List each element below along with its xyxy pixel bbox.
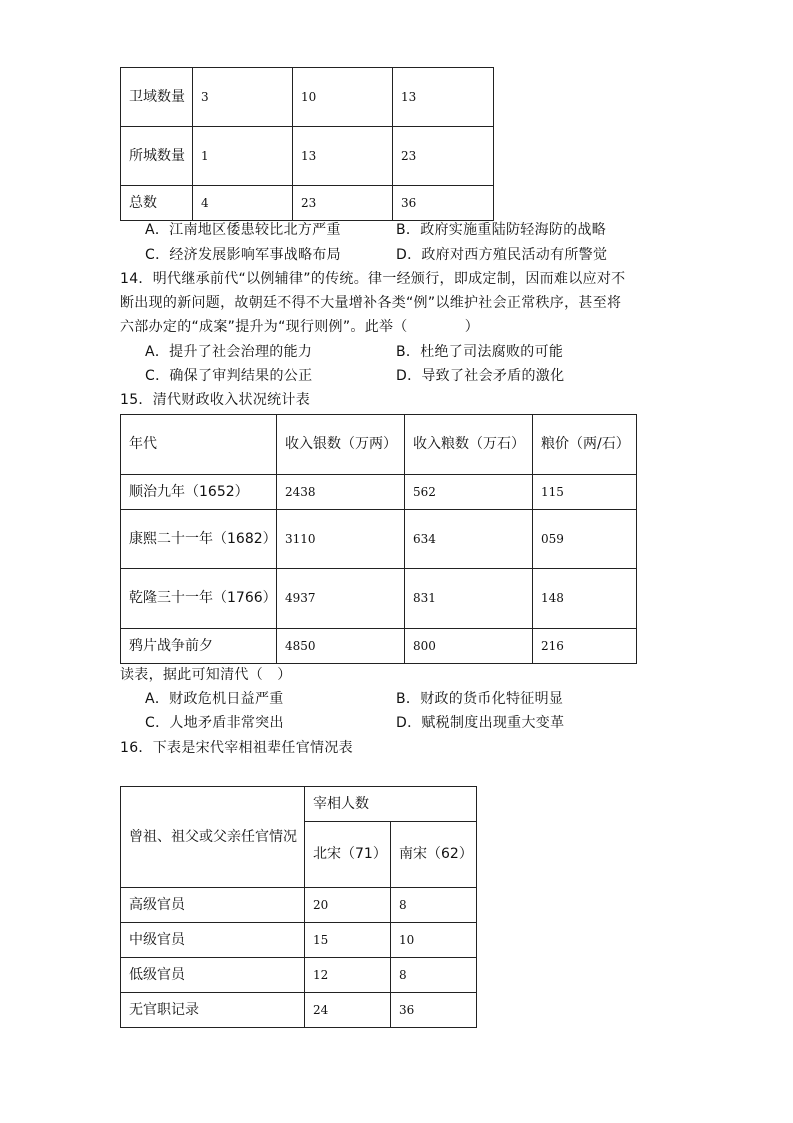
table-cell: 所城数量 <box>121 127 193 186</box>
table-row <box>121 993 477 1028</box>
table-row <box>121 629 637 664</box>
table-cell: 20 <box>305 888 391 923</box>
table-cell: 562 <box>405 475 533 510</box>
table-header-cell: 收入银数（万两） <box>277 415 405 475</box>
table-cell: 2438 <box>277 475 405 510</box>
table-row <box>121 888 477 923</box>
table-header-cell: 宰相人数 <box>305 787 477 822</box>
table-cell: 36 <box>393 186 494 221</box>
table-cell: 乾隆三十一年（1766） <box>121 569 277 629</box>
table-header-row <box>121 415 637 475</box>
table-cell: 4937 <box>277 569 405 629</box>
q15-title: 15．清代财政收入状况统计表 <box>120 392 311 408</box>
table-cell: 1 <box>193 127 293 186</box>
q16-title: 16．下表是宋代宰相祖辈任官情况表 <box>120 740 353 756</box>
table-cell: 4850 <box>277 629 405 664</box>
table-cell: 115 <box>533 475 637 510</box>
q13-option-b: B．政府实施重陆防轻海防的战略 <box>396 222 607 238</box>
table-cell: 23 <box>293 186 393 221</box>
table-header-row <box>121 787 477 822</box>
table-header-cell: 南宋（62） <box>391 822 477 888</box>
table-cell: 高级官员 <box>121 888 305 923</box>
table-cell: 15 <box>305 923 391 958</box>
table-cell: 12 <box>305 958 391 993</box>
table-cell: 23 <box>393 127 494 186</box>
table-row <box>121 923 477 958</box>
table-cell: 8 <box>391 958 477 993</box>
table-row <box>121 68 494 127</box>
table-cell: 831 <box>405 569 533 629</box>
table-cell: 顺治九年（1652） <box>121 475 277 510</box>
table-row <box>121 958 477 993</box>
q15-option-b: B．财政的货币化特征明显 <box>396 691 564 707</box>
table-cell: 3110 <box>277 510 405 569</box>
table-cell: 低级官员 <box>121 958 305 993</box>
table-header-cell: 北宋（71） <box>305 822 391 888</box>
q14-stem-line: 六部办定的“成案”提升为“现行则例”。此举（ ） <box>120 319 480 335</box>
table-cell: 总数 <box>121 186 193 221</box>
table-cell: 059 <box>533 510 637 569</box>
table-row <box>121 475 637 510</box>
table-row <box>121 186 494 221</box>
q14-stem-line: 14．明代继承前代“以例辅律”的传统。律一经颁行，即成定制，因而难以应对不 <box>120 271 626 287</box>
table-cell: 无官职记录 <box>121 993 305 1028</box>
table-cell: 10 <box>391 923 477 958</box>
table-q15 <box>120 414 637 664</box>
table-row <box>121 569 637 629</box>
q14-stem-line: 断出现的新问题，故朝廷不得不大量增补各类“例”以维护社会正常秩序，甚至将 <box>120 295 622 311</box>
q15-option-a: A．财政危机日益严重 <box>145 691 284 707</box>
table-cell: 24 <box>305 993 391 1028</box>
table-cell: 800 <box>405 629 533 664</box>
table-row <box>121 510 637 569</box>
q14-option-a: A．提升了社会治理的能力 <box>145 344 313 360</box>
table-cell: 鸦片战争前夕 <box>121 629 277 664</box>
table-header-cell: 收入粮数（万石） <box>405 415 533 475</box>
table-cell: 634 <box>405 510 533 569</box>
table-cell: 中级官员 <box>121 923 305 958</box>
table-q16 <box>120 786 477 1028</box>
table-row <box>121 127 494 186</box>
table-cell: 4 <box>193 186 293 221</box>
table-header-cell: 曾祖、祖父或父亲任官情况 <box>121 787 305 888</box>
table-cell: 10 <box>293 68 393 127</box>
q13-option-a: A．江南地区倭患较比北方严重 <box>145 222 341 238</box>
q14-option-b: B．杜绝了司法腐败的可能 <box>396 344 564 360</box>
q13-option-c: C．经济发展影响军事战略布局 <box>145 247 341 263</box>
table-cell: 卫域数量 <box>121 68 193 127</box>
table-cell: 康熙二十一年（1682） <box>121 510 277 569</box>
table-cell: 13 <box>293 127 393 186</box>
table-cell: 3 <box>193 68 293 127</box>
q14-option-c: C．确保了审判结果的公正 <box>145 368 313 384</box>
table-cell: 36 <box>391 993 477 1028</box>
q15-option-c: C．人地矛盾非常突出 <box>145 715 284 731</box>
q15-stem: 读表，据此可知清代（ ） <box>120 667 292 683</box>
table-header-cell: 年代 <box>121 415 277 475</box>
table-cell: 8 <box>391 888 477 923</box>
table-header-cell: 粮价（两/石） <box>533 415 637 475</box>
q14-option-d: D．导致了社会矛盾的激化 <box>396 368 565 384</box>
q13-option-d: D．政府对西方殖民活动有所警觉 <box>396 247 608 263</box>
table-cell: 216 <box>533 629 637 664</box>
q15-option-d: D．赋税制度出现重大变革 <box>396 715 565 731</box>
table-q13 <box>120 67 494 221</box>
table-cell: 13 <box>393 68 494 127</box>
table-cell: 148 <box>533 569 637 629</box>
